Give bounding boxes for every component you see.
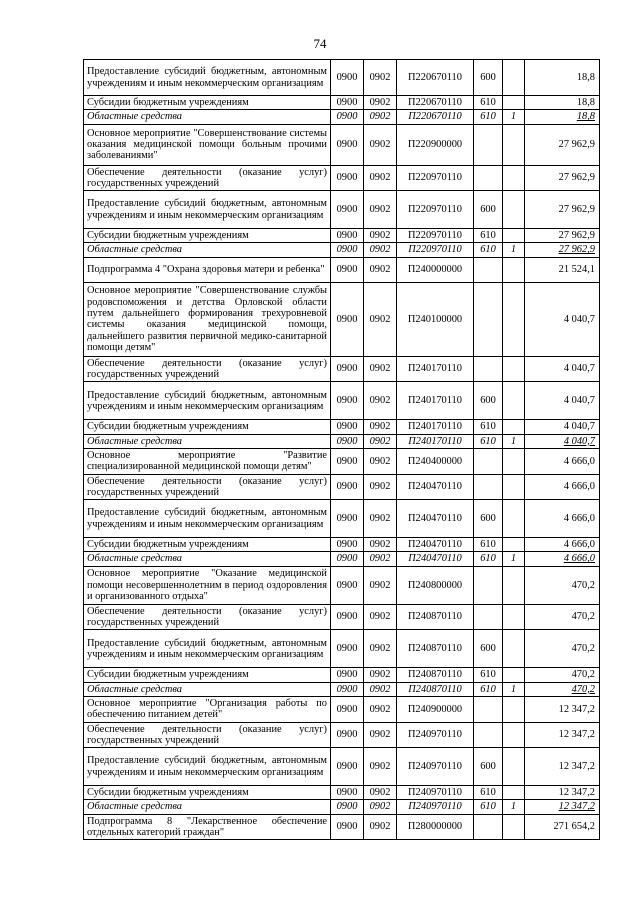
- amount-cell: 470,2: [525, 682, 600, 696]
- amount-cell: 4 040,7: [525, 282, 600, 356]
- funding-source-cell: 1: [503, 434, 525, 448]
- subsection-code-cell: 0902: [364, 552, 397, 566]
- subsection-code-cell: 0902: [364, 382, 397, 420]
- section-code-cell: 0900: [331, 474, 364, 500]
- target-article-cell: П220670110: [397, 60, 474, 96]
- section-code-cell: 0900: [331, 282, 364, 356]
- target-article-cell: П240470110: [397, 552, 474, 566]
- funding-source-cell: [503, 630, 525, 668]
- item-name-cell: Основное мероприятие "Совершенствование службы родовспоможения и детства Орловской области путем дальнейшего формирования трехуровневой системы оказания медицинской помощи, дальнейшего развития первичной медико-санитарной помощи детям": [84, 282, 331, 356]
- section-code-cell: 0900: [331, 604, 364, 630]
- expense-type-cell: [474, 814, 503, 840]
- section-code-cell: 0900: [331, 538, 364, 552]
- item-name-cell: Предоставление субсидий бюджетным, автономным учреждениям и иным некоммерческим организациям: [84, 382, 331, 420]
- table-row: [84, 124, 600, 165]
- funding-source-cell: [503, 356, 525, 382]
- section-code-cell: 0900: [331, 124, 364, 165]
- expense-type-cell: [474, 257, 503, 282]
- table-row: [84, 165, 600, 191]
- target-article-cell: П240470110: [397, 538, 474, 552]
- table-row: [84, 474, 600, 500]
- subsection-code-cell: 0902: [364, 786, 397, 800]
- item-name-cell: Субсидии бюджетным учреждениям: [84, 668, 331, 682]
- expense-type-cell: 610: [474, 668, 503, 682]
- expense-type-cell: 610: [474, 800, 503, 814]
- expense-type-cell: [474, 696, 503, 722]
- target-article-cell: П220900000: [397, 124, 474, 165]
- section-code-cell: 0900: [331, 552, 364, 566]
- subsection-code-cell: 0902: [364, 229, 397, 243]
- page-number: 74: [313, 36, 327, 51]
- funding-source-cell: [503, 60, 525, 96]
- amount-cell: 12 347,2: [525, 748, 600, 786]
- table-row: [84, 282, 600, 356]
- item-name-cell: Субсидии бюджетным учреждениям: [84, 96, 331, 110]
- funding-source-cell: [503, 748, 525, 786]
- expense-type-cell: 610: [474, 420, 503, 434]
- expense-type-cell: [474, 165, 503, 191]
- item-name-cell: Предоставление субсидий бюджетным, автономным учреждениям и иным некоммерческим организациям: [84, 60, 331, 96]
- amount-cell: 4 040,7: [525, 382, 600, 420]
- expense-type-cell: 600: [474, 191, 503, 229]
- table-row: [84, 110, 600, 124]
- amount-cell: 18,8: [525, 110, 600, 124]
- amount-cell: 271 654,2: [525, 814, 600, 840]
- expense-type-cell: [474, 282, 503, 356]
- expense-type-cell: [474, 566, 503, 604]
- section-code-cell: 0900: [331, 800, 364, 814]
- item-name-cell: Обеспечение деятельности (оказание услуг) государственных учреждений: [84, 474, 331, 500]
- section-code-cell: 0900: [331, 500, 364, 538]
- table-row: [84, 60, 600, 96]
- funding-source-cell: 1: [503, 243, 525, 257]
- item-name-cell: Подпрограмма 8 "Лекарственное обеспечение отдельных категорий граждан": [84, 814, 331, 840]
- item-name-cell: Основное мероприятие "Совершенствование системы оказания медицинской помощи больным прочими заболеваниями": [84, 124, 331, 165]
- subsection-code-cell: 0902: [364, 257, 397, 282]
- funding-source-cell: [503, 191, 525, 229]
- table-row: [84, 500, 600, 538]
- section-code-cell: 0900: [331, 448, 364, 474]
- expense-type-cell: 610: [474, 110, 503, 124]
- amount-cell: 4 040,7: [525, 434, 600, 448]
- item-name-cell: Предоставление субсидий бюджетным, автономным учреждениям и иным некоммерческим организациям: [84, 500, 331, 538]
- subsection-code-cell: 0902: [364, 630, 397, 668]
- table-row: [84, 566, 600, 604]
- target-article-cell: П220970110: [397, 165, 474, 191]
- subsection-code-cell: 0902: [364, 722, 397, 748]
- amount-cell: 470,2: [525, 630, 600, 668]
- section-code-cell: 0900: [331, 96, 364, 110]
- funding-source-cell: [503, 668, 525, 682]
- section-code-cell: 0900: [331, 814, 364, 840]
- table-row: [84, 191, 600, 229]
- table-row: [84, 434, 600, 448]
- amount-cell: 470,2: [525, 566, 600, 604]
- section-code-cell: 0900: [331, 434, 364, 448]
- target-article-cell: П220970110: [397, 243, 474, 257]
- expense-type-cell: [474, 604, 503, 630]
- item-name-cell: Подпрограмма 4 "Охрана здоровья матери и ребенка": [84, 257, 331, 282]
- funding-source-cell: 1: [503, 682, 525, 696]
- expense-type-cell: 610: [474, 229, 503, 243]
- section-code-cell: 0900: [331, 696, 364, 722]
- item-name-cell: Областные средства: [84, 682, 331, 696]
- target-article-cell: П240870110: [397, 604, 474, 630]
- section-code-cell: 0900: [331, 243, 364, 257]
- amount-cell: 4 666,0: [525, 474, 600, 500]
- funding-source-cell: [503, 696, 525, 722]
- table-row: [84, 814, 600, 840]
- table-row: [84, 682, 600, 696]
- expense-type-cell: 610: [474, 786, 503, 800]
- target-article-cell: П220670110: [397, 96, 474, 110]
- amount-cell: 12 347,2: [525, 800, 600, 814]
- target-article-cell: П240100000: [397, 282, 474, 356]
- subsection-code-cell: 0902: [364, 124, 397, 165]
- expense-type-cell: 610: [474, 682, 503, 696]
- funding-source-cell: [503, 257, 525, 282]
- target-article-cell: П240470110: [397, 474, 474, 500]
- funding-source-cell: [503, 604, 525, 630]
- subsection-code-cell: 0902: [364, 282, 397, 356]
- subsection-code-cell: 0902: [364, 748, 397, 786]
- amount-cell: 18,8: [525, 60, 600, 96]
- target-article-cell: П220970110: [397, 191, 474, 229]
- amount-cell: 4 040,7: [525, 356, 600, 382]
- item-name-cell: Субсидии бюджетным учреждениям: [84, 420, 331, 434]
- budget-table: [83, 59, 600, 840]
- item-name-cell: Предоставление субсидий бюджетным, автономным учреждениям и иным некоммерческим организациям: [84, 748, 331, 786]
- section-code-cell: 0900: [331, 60, 364, 96]
- amount-cell: 4 666,0: [525, 448, 600, 474]
- section-code-cell: 0900: [331, 786, 364, 800]
- item-name-cell: Основное мероприятие "Организация работы по обеспечению питанием детей": [84, 696, 331, 722]
- table-row: [84, 696, 600, 722]
- target-article-cell: П240870110: [397, 682, 474, 696]
- section-code-cell: 0900: [331, 722, 364, 748]
- subsection-code-cell: 0902: [364, 538, 397, 552]
- amount-cell: 18,8: [525, 96, 600, 110]
- expense-type-cell: 600: [474, 382, 503, 420]
- expense-type-cell: [474, 356, 503, 382]
- funding-source-cell: [503, 538, 525, 552]
- amount-cell: 4 666,0: [525, 500, 600, 538]
- item-name-cell: Обеспечение деятельности (оказание услуг) государственных учреждений: [84, 165, 331, 191]
- table-row: [84, 604, 600, 630]
- expense-type-cell: 610: [474, 243, 503, 257]
- expense-type-cell: 600: [474, 630, 503, 668]
- subsection-code-cell: 0902: [364, 191, 397, 229]
- amount-cell: 21 524,1: [525, 257, 600, 282]
- subsection-code-cell: 0902: [364, 566, 397, 604]
- item-name-cell: Предоставление субсидий бюджетным, автономным учреждениям и иным некоммерческим организациям: [84, 191, 331, 229]
- section-code-cell: 0900: [331, 382, 364, 420]
- section-code-cell: 0900: [331, 668, 364, 682]
- table-row: [84, 668, 600, 682]
- amount-cell: 470,2: [525, 604, 600, 630]
- funding-source-cell: 1: [503, 800, 525, 814]
- funding-source-cell: [503, 814, 525, 840]
- subsection-code-cell: 0902: [364, 682, 397, 696]
- target-article-cell: П240000000: [397, 257, 474, 282]
- subsection-code-cell: 0902: [364, 110, 397, 124]
- amount-cell: 27 962,9: [525, 124, 600, 165]
- target-article-cell: П240400000: [397, 448, 474, 474]
- table-row: [84, 229, 600, 243]
- target-article-cell: П280000000: [397, 814, 474, 840]
- section-code-cell: 0900: [331, 110, 364, 124]
- table-row: [84, 448, 600, 474]
- target-article-cell: П240970110: [397, 786, 474, 800]
- funding-source-cell: [503, 382, 525, 420]
- subsection-code-cell: 0902: [364, 434, 397, 448]
- item-name-cell: Областные средства: [84, 552, 331, 566]
- section-code-cell: 0900: [331, 356, 364, 382]
- expense-type-cell: 610: [474, 538, 503, 552]
- table-row: [84, 552, 600, 566]
- table-row: [84, 420, 600, 434]
- target-article-cell: П240870110: [397, 668, 474, 682]
- target-article-cell: П240170110: [397, 420, 474, 434]
- expense-type-cell: 610: [474, 552, 503, 566]
- expense-type-cell: 610: [474, 434, 503, 448]
- target-article-cell: П240870110: [397, 630, 474, 668]
- subsection-code-cell: 0902: [364, 668, 397, 682]
- funding-source-cell: [503, 500, 525, 538]
- expense-type-cell: 600: [474, 60, 503, 96]
- item-name-cell: Субсидии бюджетным учреждениям: [84, 229, 331, 243]
- section-code-cell: 0900: [331, 682, 364, 696]
- funding-source-cell: [503, 722, 525, 748]
- item-name-cell: Областные средства: [84, 800, 331, 814]
- amount-cell: 470,2: [525, 668, 600, 682]
- subsection-code-cell: 0902: [364, 604, 397, 630]
- subsection-code-cell: 0902: [364, 243, 397, 257]
- subsection-code-cell: 0902: [364, 448, 397, 474]
- item-name-cell: Предоставление субсидий бюджетным, автономным учреждениям и иным некоммерческим организациям: [84, 630, 331, 668]
- expense-type-cell: 600: [474, 748, 503, 786]
- funding-source-cell: [503, 566, 525, 604]
- amount-cell: 27 962,9: [525, 191, 600, 229]
- item-name-cell: Субсидии бюджетным учреждениям: [84, 786, 331, 800]
- section-code-cell: 0900: [331, 748, 364, 786]
- table-row: [84, 630, 600, 668]
- subsection-code-cell: 0902: [364, 696, 397, 722]
- item-name-cell: Областные средства: [84, 434, 331, 448]
- target-article-cell: П240800000: [397, 566, 474, 604]
- table-row: [84, 356, 600, 382]
- target-article-cell: П240970110: [397, 748, 474, 786]
- item-name-cell: Обеспечение деятельности (оказание услуг) государственных учреждений: [84, 722, 331, 748]
- amount-cell: 4 666,0: [525, 552, 600, 566]
- subsection-code-cell: 0902: [364, 814, 397, 840]
- funding-source-cell: [503, 786, 525, 800]
- amount-cell: 12 347,2: [525, 722, 600, 748]
- funding-source-cell: [503, 96, 525, 110]
- subsection-code-cell: 0902: [364, 60, 397, 96]
- table-row: [84, 257, 600, 282]
- funding-source-cell: 1: [503, 110, 525, 124]
- target-article-cell: П240900000: [397, 696, 474, 722]
- expense-type-cell: [474, 124, 503, 165]
- section-code-cell: 0900: [331, 420, 364, 434]
- section-code-cell: 0900: [331, 257, 364, 282]
- table-row: [84, 538, 600, 552]
- target-article-cell: П240970110: [397, 722, 474, 748]
- item-name-cell: Областные средства: [84, 243, 331, 257]
- funding-source-cell: [503, 165, 525, 191]
- table-row: [84, 96, 600, 110]
- item-name-cell: Обеспечение деятельности (оказание услуг) государственных учреждений: [84, 356, 331, 382]
- expense-type-cell: [474, 474, 503, 500]
- table-row: [84, 382, 600, 420]
- expense-type-cell: 600: [474, 500, 503, 538]
- expense-type-cell: 610: [474, 96, 503, 110]
- funding-source-cell: [503, 474, 525, 500]
- expense-type-cell: [474, 448, 503, 474]
- amount-cell: 4 040,7: [525, 420, 600, 434]
- section-code-cell: 0900: [331, 630, 364, 668]
- target-article-cell: П240170110: [397, 434, 474, 448]
- funding-source-cell: [503, 229, 525, 243]
- amount-cell: 12 347,2: [525, 786, 600, 800]
- funding-source-cell: [503, 282, 525, 356]
- expense-type-cell: [474, 722, 503, 748]
- item-name-cell: Основное мероприятие "Развитие специализированной медицинской помощи детям": [84, 448, 331, 474]
- section-code-cell: 0900: [331, 191, 364, 229]
- target-article-cell: П220970110: [397, 229, 474, 243]
- subsection-code-cell: 0902: [364, 800, 397, 814]
- subsection-code-cell: 0902: [364, 96, 397, 110]
- target-article-cell: П240470110: [397, 500, 474, 538]
- target-article-cell: П240970110: [397, 800, 474, 814]
- section-code-cell: 0900: [331, 165, 364, 191]
- item-name-cell: Основное мероприятие "Оказание медицинской помощи несовершеннолетним в период оздоровления и организованного отдыха": [84, 566, 331, 604]
- target-article-cell: П240170110: [397, 356, 474, 382]
- amount-cell: 27 962,9: [525, 229, 600, 243]
- table-row: [84, 800, 600, 814]
- target-article-cell: П240170110: [397, 382, 474, 420]
- subsection-code-cell: 0902: [364, 165, 397, 191]
- table-row: [84, 722, 600, 748]
- subsection-code-cell: 0902: [364, 356, 397, 382]
- table-row: [84, 243, 600, 257]
- amount-cell: 27 962,9: [525, 243, 600, 257]
- subsection-code-cell: 0902: [364, 500, 397, 538]
- item-name-cell: Областные средства: [84, 110, 331, 124]
- target-article-cell: П220670110: [397, 110, 474, 124]
- amount-cell: 27 962,9: [525, 165, 600, 191]
- table-row: [84, 748, 600, 786]
- subsection-code-cell: 0902: [364, 420, 397, 434]
- item-name-cell: Субсидии бюджетным учреждениям: [84, 538, 331, 552]
- funding-source-cell: [503, 448, 525, 474]
- funding-source-cell: [503, 420, 525, 434]
- section-code-cell: 0900: [331, 229, 364, 243]
- section-code-cell: 0900: [331, 566, 364, 604]
- amount-cell: 12 347,2: [525, 696, 600, 722]
- subsection-code-cell: 0902: [364, 474, 397, 500]
- item-name-cell: Обеспечение деятельности (оказание услуг) государственных учреждений: [84, 604, 331, 630]
- amount-cell: 4 666,0: [525, 538, 600, 552]
- table-row: [84, 786, 600, 800]
- funding-source-cell: 1: [503, 552, 525, 566]
- funding-source-cell: [503, 124, 525, 165]
